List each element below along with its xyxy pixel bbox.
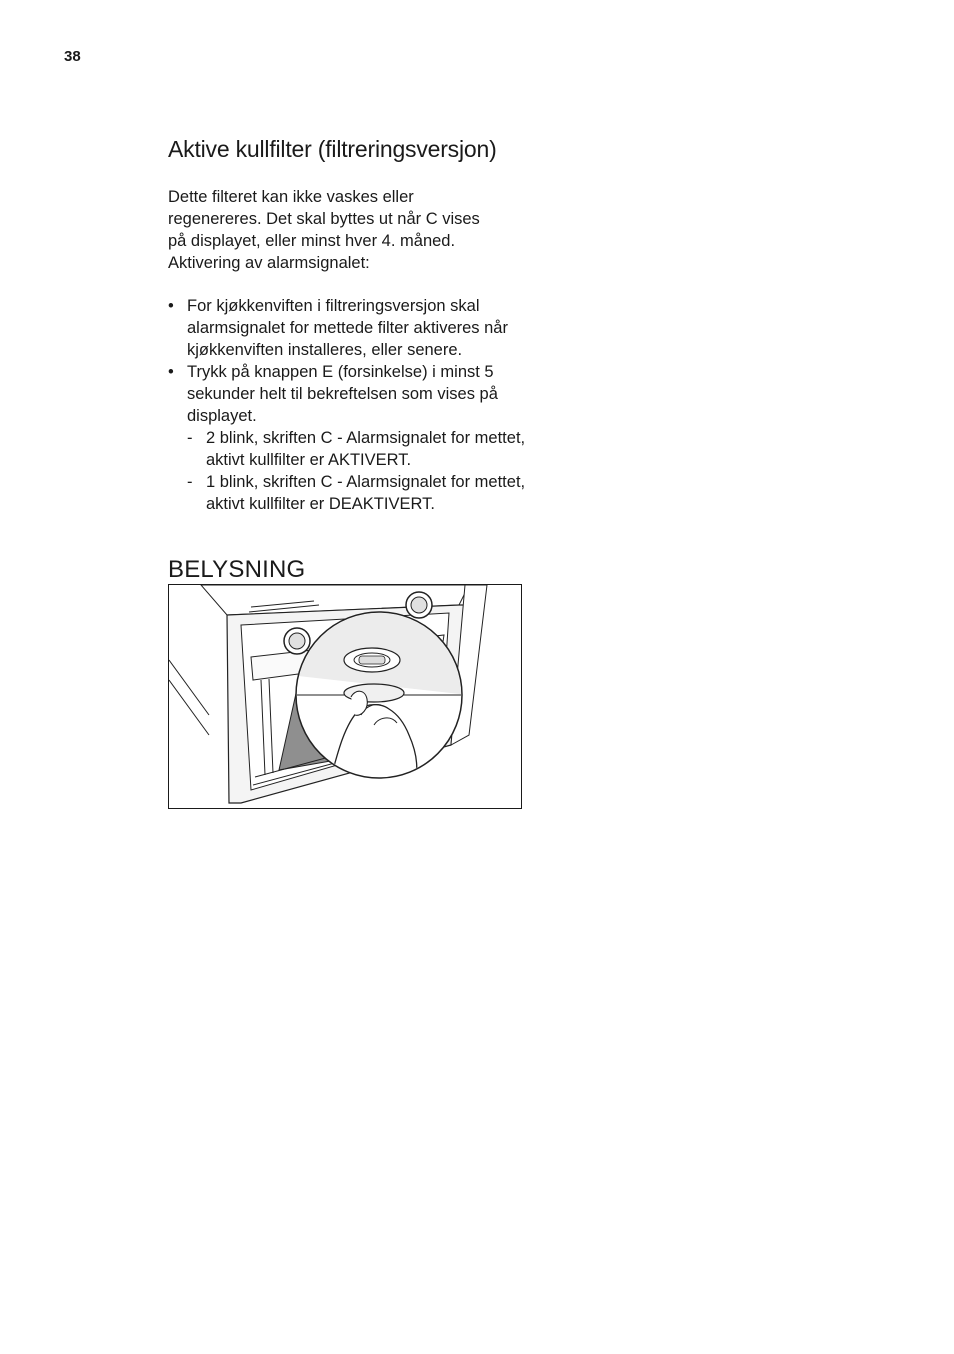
intro-paragraph <box>168 186 528 274</box>
hood-lamp-replacement-illustration <box>168 584 522 809</box>
sub-list-item: - 1 blink, skriften C - Alarmsignalet for mettet, aktivt kullfilter er DEAKTIVERT. <box>187 471 528 515</box>
section-title-lighting: BELYSNING <box>168 556 306 583</box>
list-item <box>168 295 528 361</box>
intro-line: Aktivering av alarmsignalet: <box>168 254 370 272</box>
sub-list-item: - 2 blink, skriften C - Alarmsignalet for mettet, aktivt kullfilter er AKTIVERT. <box>187 427 528 471</box>
intro-line: Dette filteret kan ikke vaskes eller <box>168 188 414 206</box>
section-title-charcoal-filter: Aktive kullfilter (filtreringsversjon) <box>168 136 497 162</box>
page-number: 38 <box>64 48 81 65</box>
illustration-svg <box>169 585 521 808</box>
list-item-text: Trykk på knappen E (forsinkelse) i minst 5 sekunder helt til bekreftelsen som vises på displayet. <box>187 363 498 425</box>
intro-line: på displayet, eller minst hver 4. måned. <box>168 232 456 250</box>
list-item-text: For kjøkkenviften i filtreringsversjon skal alarmsignalet for mettede filter aktiveres når kjøkkenviften installeres, eller senere. <box>187 297 508 359</box>
instruction-list <box>168 295 528 515</box>
sub-list <box>187 427 528 515</box>
list-item <box>168 361 528 515</box>
intro-line: regenereres. Det skal byttes ut når C vises <box>168 210 480 228</box>
